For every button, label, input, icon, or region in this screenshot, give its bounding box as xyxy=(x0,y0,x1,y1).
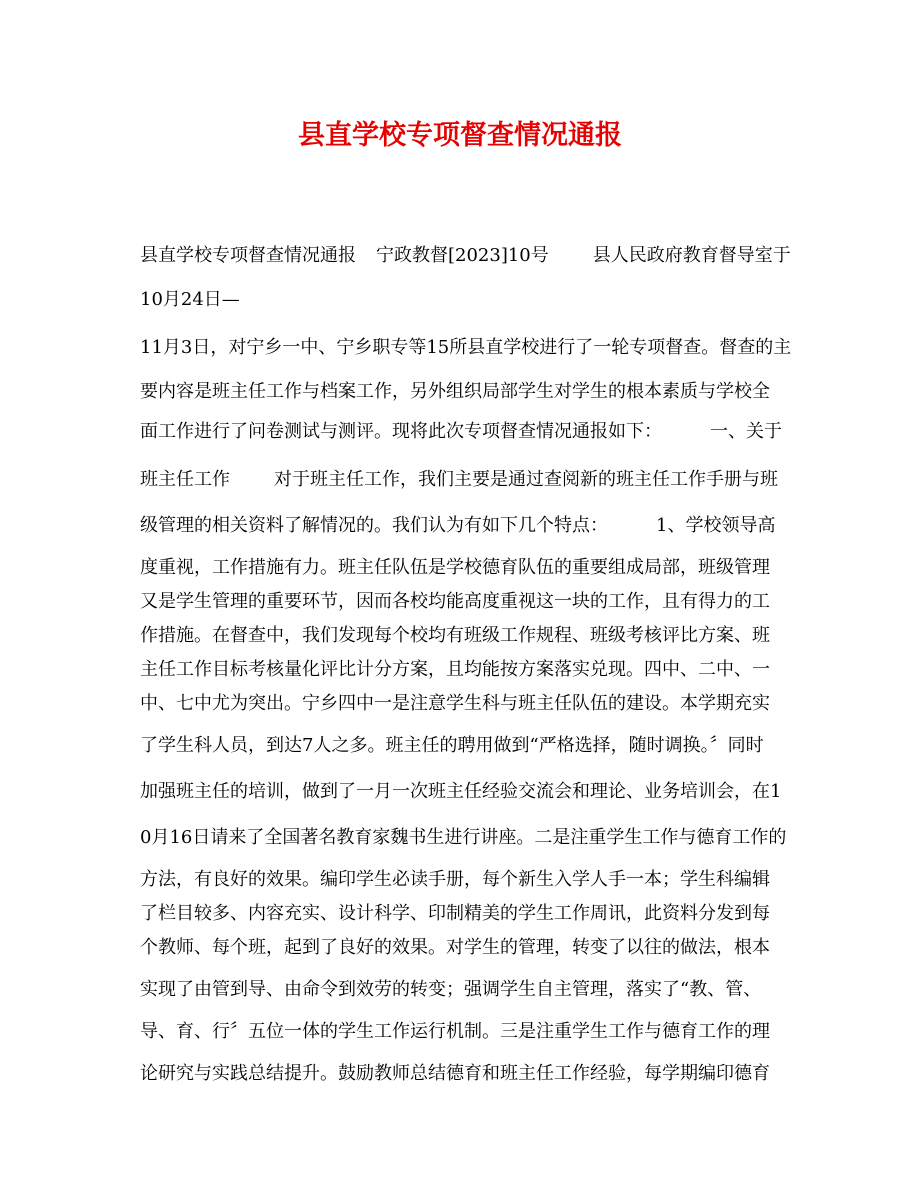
header-line xyxy=(140,244,791,268)
paragraph-line: 加强班主任的培训，做到了一月一次班主任经验交流会和理论、业务培训会，在1 xyxy=(140,781,782,802)
issuing-office: 县人民政府教育督导室于 xyxy=(592,245,791,266)
paragraph-line xyxy=(140,514,780,538)
paragraph-line: 度重视，工作措施有力。班主任队伍是学校德育队伍的重要组成局部，班级管理 xyxy=(140,557,770,578)
subsection-heading: 1、学校领导高 xyxy=(656,515,776,536)
paragraph-line: 11月3日，对宁乡一中、宁乡职专等15所县直学校进行了一轮专项督查。督查的主 xyxy=(140,337,792,358)
paragraph-line: 了栏目较多、内容充实、设计科学、印制精美的学生工作周讯，此资料分发到每 xyxy=(140,903,770,924)
paragraph-line: 实现了由管到导、由命令到效劳的转变；强调学生自主管理，落实了“教、管、 xyxy=(140,979,762,1000)
paragraph-line: 导、育、行〞五位一体的学生工作运行机制。三是注重学生工作与德育工作的理 xyxy=(140,1021,770,1042)
paragraph-line: 主任工作目标考核量化评比计分方案，且均能按方案落实兑现。四中、二中、一 xyxy=(140,659,770,680)
paragraph-line: 10月24日— xyxy=(140,289,240,310)
header-title: 县直学校专项督查情况通报 xyxy=(140,245,356,266)
paragraph-line: 要内容是班主任工作与档案工作，另外组织局部学生对学生的根本素质与学校全 xyxy=(140,381,770,402)
document-title: 县直学校专项督查情况通报 xyxy=(298,120,622,151)
section-heading: 一、关于 xyxy=(710,421,782,442)
paragraph-line xyxy=(140,468,780,492)
paragraph-text: 级管理的相关资料了解情况的。我们认为有如下几个特点： xyxy=(140,515,608,536)
paragraph-line: 论研究与实践总结提升。鼓励教师总结德育和班主任工作经验，每学期编印德育 xyxy=(140,1063,770,1084)
paragraph-line: 了学生科人员，到达7人之多。班主任的聘用做到“严格选择，随时调换。〞同时 xyxy=(140,735,764,756)
paragraph-line: 0月16日请来了全国著名教育家魏书生进行讲座。二是注重学生工作与德育工作的 xyxy=(140,827,787,848)
paragraph-text: 对于班主任工作，我们主要是通过查阅新的班主任工作手册与班 xyxy=(274,469,778,490)
document-number: 宁政教督[2023]10号 xyxy=(376,245,549,266)
paragraph-line: 作措施。在督查中，我们发现每个校均有班级工作规程、班级考核评比方案、班 xyxy=(140,625,770,646)
paragraph-line xyxy=(140,420,780,444)
paragraph-line: 中、七中尤为突出。宁乡四中一是注意学生科与班主任队伍的建设。本学期充实 xyxy=(140,693,770,714)
paragraph-line: 又是学生管理的重要环节，因而各校均能高度重视这一块的工作，且有得力的工 xyxy=(140,591,770,612)
section-heading-continued: 班主任工作 xyxy=(140,469,230,490)
paragraph-line: 方法，有良好的效果。编印学生必读手册，每个新生入学人手一本；学生科编辑 xyxy=(140,869,770,890)
paragraph-line: 个教师、每个班，起到了良好的效果。对学生的管理，转变了以往的做法，根本 xyxy=(140,937,770,958)
paragraph-text: 面工作进行了问卷测试与测评。现将此次专项督查情况通报如下： xyxy=(140,421,662,442)
